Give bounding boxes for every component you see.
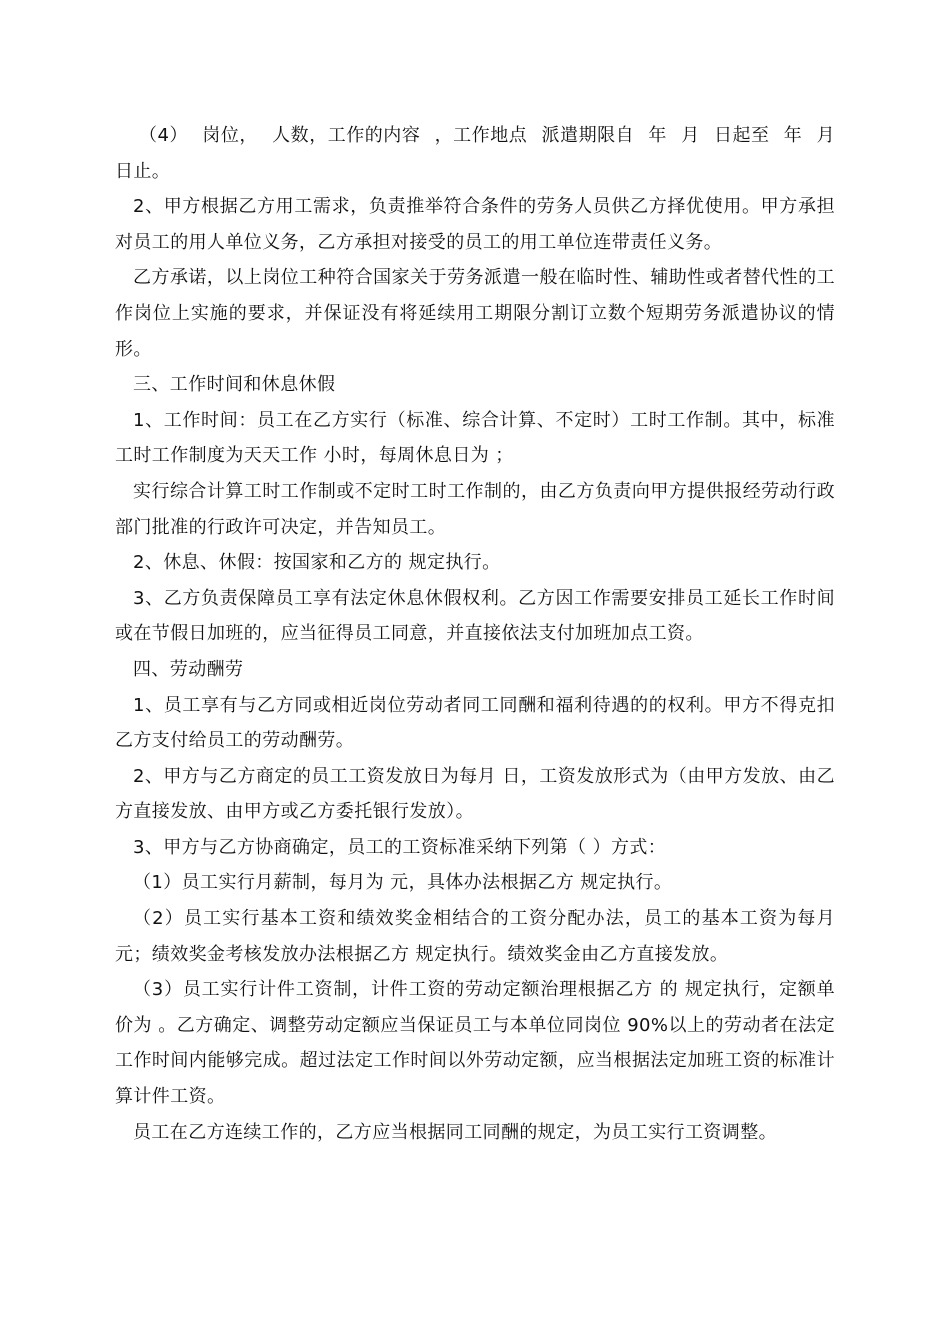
paragraph-wage-adjustment: 员工在乙方连续工作的，乙方应当根据同工同酬的规定，为员工实行工资调整。 <box>133 1121 777 1143</box>
paragraph-base-plus-bonus: （2）员工实行基本工资和绩效奖金相结合的工资分配办法，员工的基本工资为每月 元；绩效奖金考核发放办法根据乙方 规定执行。绩效奖金由乙方直接发放。 <box>115 908 835 965</box>
document-body <box>115 118 835 1150</box>
section-heading-working-hours: 三、工作时间和休息休假 <box>133 374 336 396</box>
paragraph-piece-rate: （3）员工实行计件工资制，计件工资的劳动定额治理根据乙方 的 规定执行，定额单价为 。乙方确定、调整劳动定额应当保证员工与本单位同岗位 90%以上的劳动者在法定工作时间内能够完成。超过法定工作时间以外劳动定额，应当根据法定加班工资的标准计算计件工资。 <box>115 979 835 1108</box>
paragraph-pay-date: 2、甲方与乙方商定的员工工资发放日为每月 日，工资发放形式为（由甲方发放、由乙方直接发放、由甲方或乙方委托银行发放）。 <box>115 765 835 823</box>
paragraph-pay-method-choice: 3、甲方与乙方协商确定，员工的工资标准采纳下列第（ ）方式： <box>133 836 667 858</box>
section-heading-remuneration: 四、劳动酬劳 <box>133 658 244 680</box>
paragraph-rest-rights: 3、乙方负责保障员工享有法定休息休假权利。乙方因工作需要安排员工延长工作时间或在节假日加班的，应当征得员工同意，并直接依法支付加班加点工资。 <box>115 587 835 645</box>
paragraph-monthly-salary: （1）员工实行月薪制，每月为 元，具体办法根据乙方 规定执行。 <box>133 872 673 894</box>
paragraph-rest-leave: 2、休息、休假：按国家和乙方的 规定执行。 <box>133 552 501 574</box>
paragraph-worker-recommendation: 2、甲方根据乙方用工需求，负责推举符合条件的劳务人员供乙方择优使用。甲方承担对员工的用人单位义务，乙方承担对接受的员工的用工单位连带责任义务。 <box>115 196 835 253</box>
paragraph-comprehensive-hours: 实行综合计算工时工作制或不定时工时工作制的，由乙方负责向甲方提供报经劳动行政部门批准的行政许可决定，并告知员工。 <box>115 480 835 538</box>
paragraph-working-hours: 1、工作时间：员工在乙方实行（标准、综合计算、不定时）工时工作制。其中，标准工时工作制度为天天工作 小时，每周休息日为 ； <box>115 409 835 467</box>
paragraph-equal-pay: 1、员工享有与乙方同或相近岗位劳动者同工同酬和福利待遇的的权利。甲方不得克扣乙方支付给员工的劳动酬劳。 <box>115 694 835 752</box>
paragraph-dispatch-terms: （4） 岗位， 人数，工作的内容 ，工作地点 派遣期限自 年 月 日起至 年 月 日止。 <box>115 125 835 182</box>
paragraph-party-b-commitment: 乙方承诺，以上岗位工种符合国家关于劳务派遣一般在临时性、辅助性或者替代性的工作岗位上实施的要求，并保证没有将延续用工期限分割订立数个短期劳务派遣协议的情形。 <box>115 267 835 360</box>
